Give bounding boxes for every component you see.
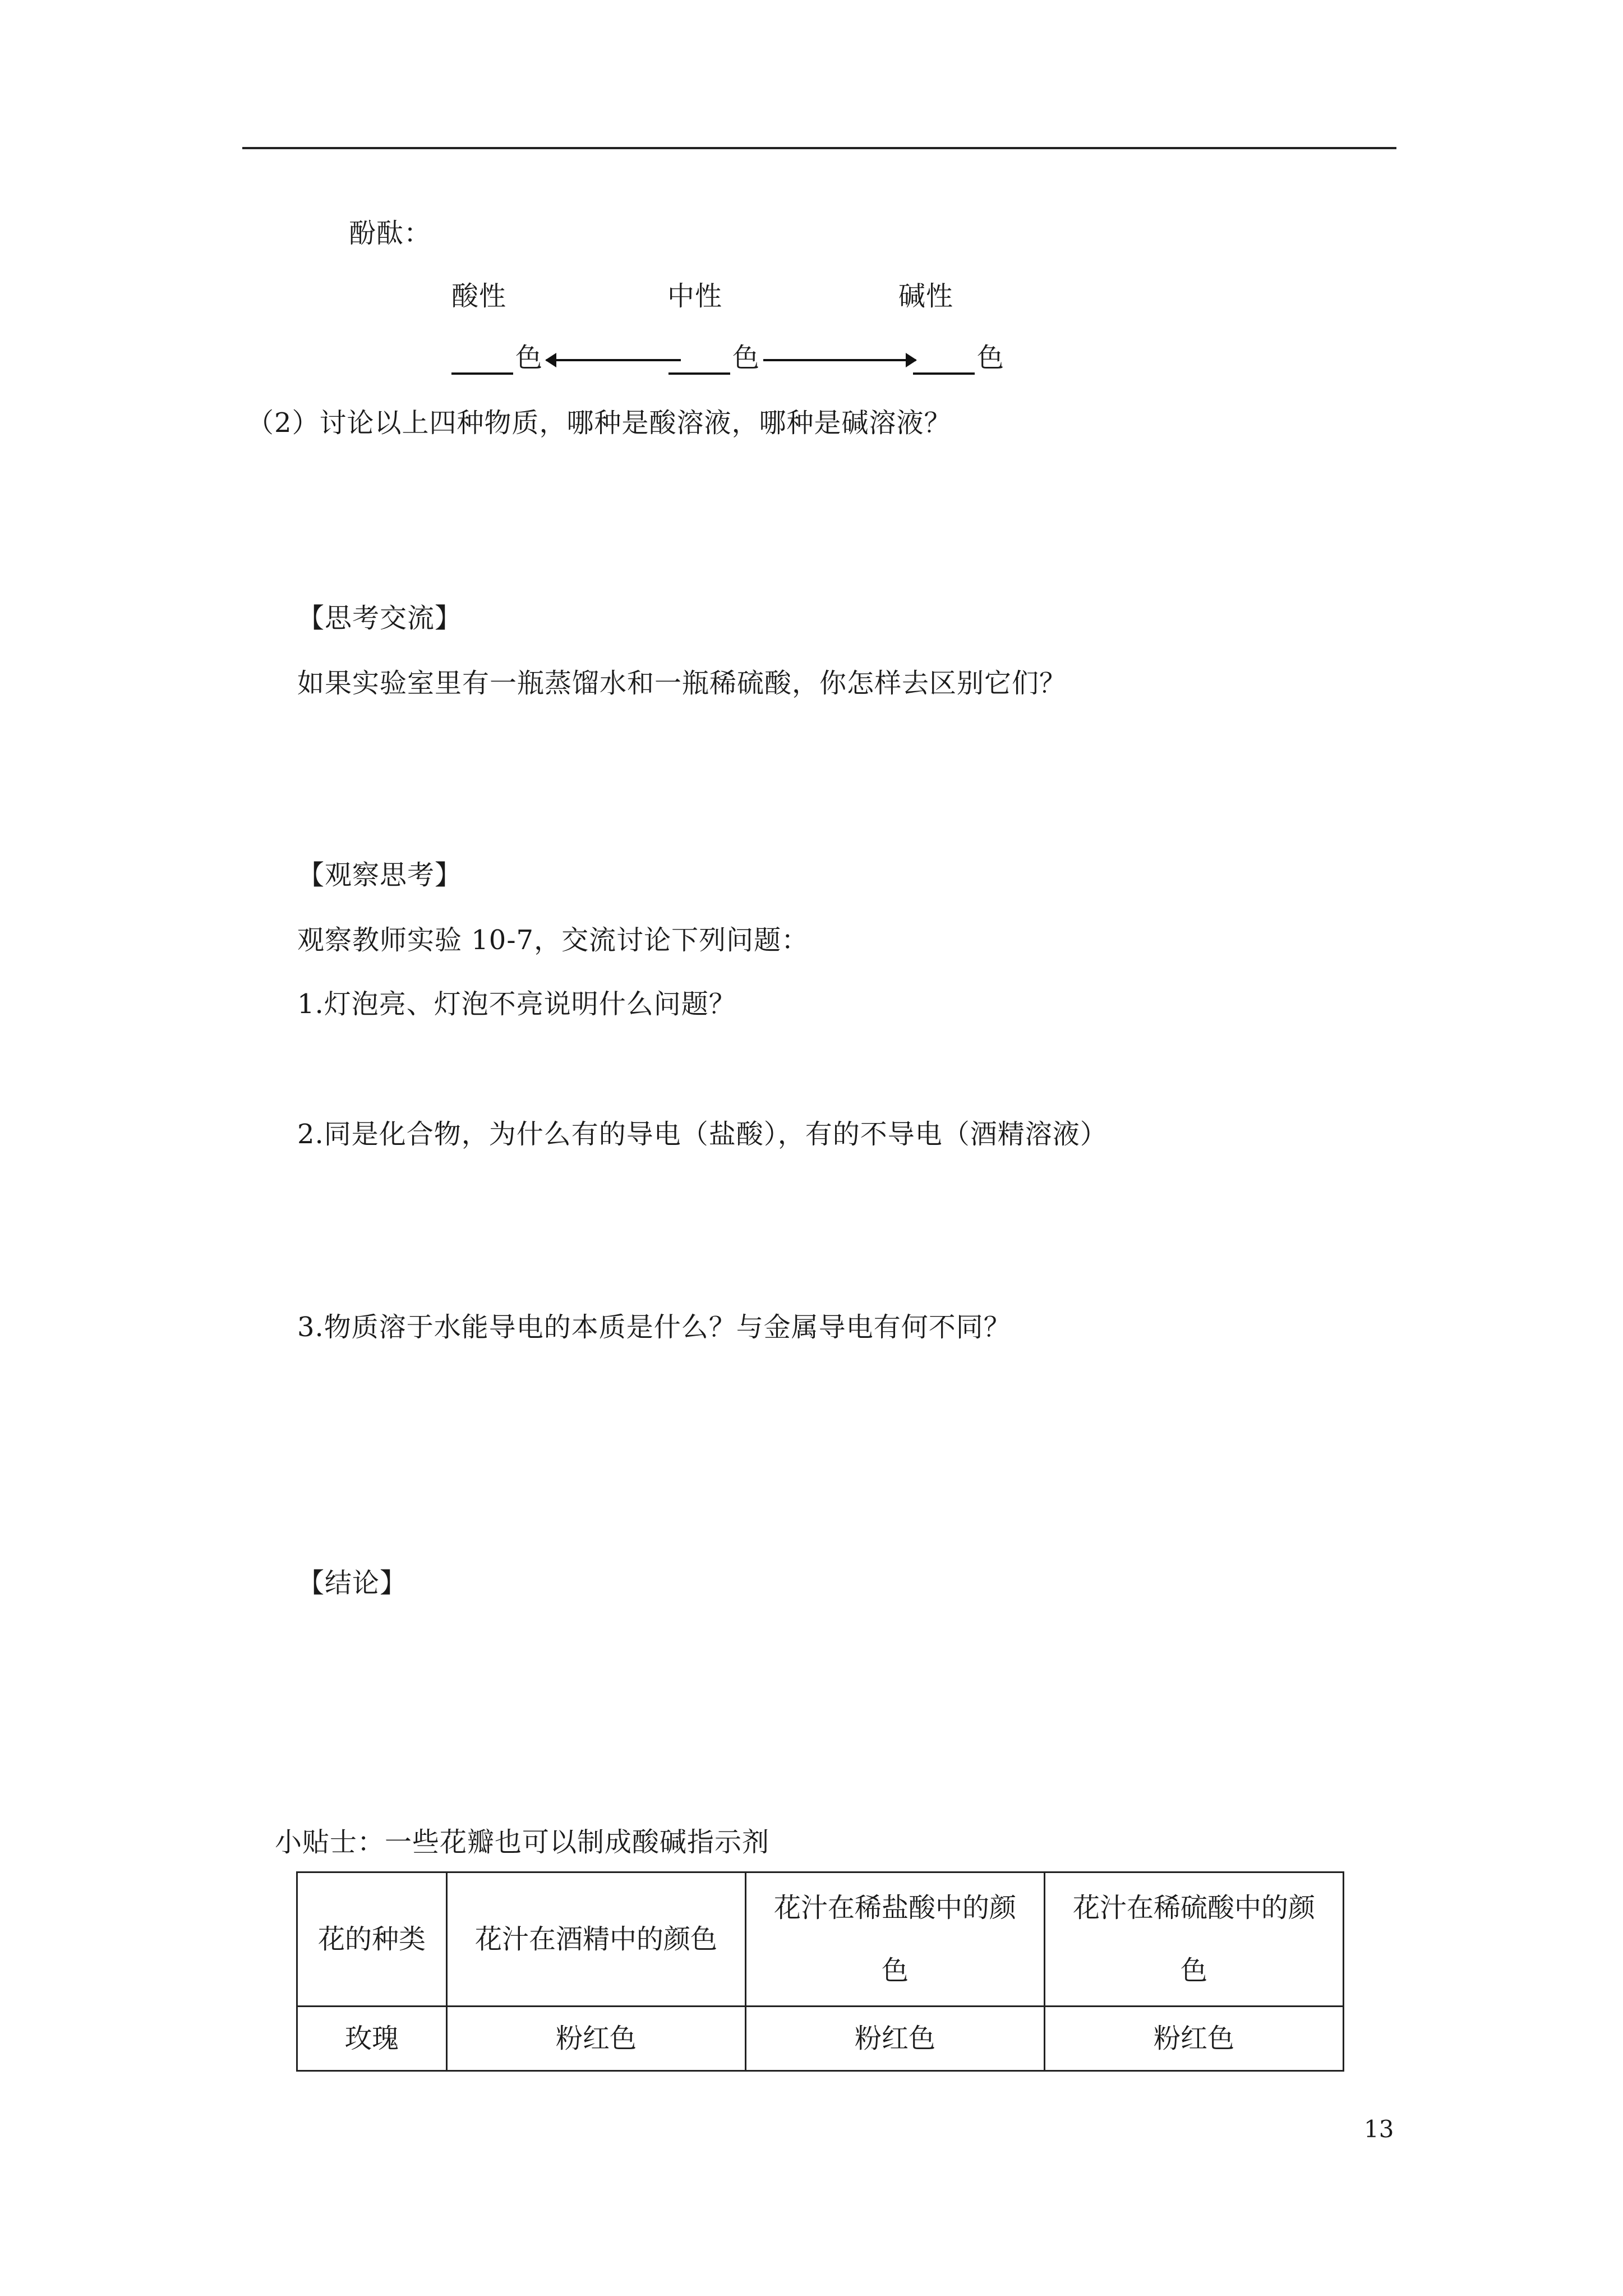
observe-question-2: 2.同是化合物，为什么有的导电（盐酸），有的不导电（酒精溶液） — [297, 1119, 1108, 1150]
neutral-label: 中性 — [667, 280, 723, 312]
header-h2so4-color-line2: 色 — [1180, 1955, 1207, 1986]
acidic-label: 酸性 — [451, 280, 507, 312]
cell-h2so4: 粉红色 — [1045, 2007, 1344, 2071]
observe-think-heading: 【观察思考】 — [297, 859, 463, 891]
phenolphthalein-label: 酚酞： — [349, 218, 432, 249]
cell-alcohol: 粉红色 — [447, 2007, 746, 2071]
basic-label: 碱性 — [898, 280, 954, 312]
header-hcl-color — [746, 1872, 1045, 2007]
header-rule — [242, 147, 1396, 149]
observe-question-3: 3.物质溶于水能导电的本质是什么？与金属导电有何不同？ — [297, 1312, 1011, 1343]
conclusion-heading: 【结论】 — [297, 1567, 408, 1599]
basic-color-row — [913, 341, 1004, 375]
cell-flower: 玫瑰 — [297, 2007, 447, 2071]
left-arrow — [546, 359, 681, 361]
think-exchange-question: 如果实验室里有一瓶蒸馏水和一瓶稀硫酸，你怎样去区别它们？ — [297, 668, 1067, 699]
header-alcohol-color: 花汁在酒精中的颜色 — [447, 1872, 746, 2007]
acid-color-blank — [451, 346, 513, 375]
tip-title: 小贴士：一些花瓣也可以制成酸碱指示剂 — [275, 1826, 770, 1858]
question-2: （2）讨论以上四种物质，哪种是酸溶液，哪种是碱溶液？ — [247, 407, 952, 439]
neutral-color-row — [668, 341, 916, 375]
color-scale-row — [451, 341, 689, 375]
header-hcl-color-line2: 色 — [881, 1955, 909, 1986]
header-h2so4-color — [1045, 1872, 1344, 2007]
right-arrow — [763, 359, 916, 361]
header-hcl-color-line1: 花汁在稀盐酸中的颜 — [773, 1892, 1016, 1924]
neutral-color-suffix: 色 — [732, 342, 760, 374]
think-exchange-heading: 【思考交流】 — [297, 602, 463, 634]
page-number: 13 — [1364, 2115, 1394, 2143]
header-flower-type: 花的种类 — [297, 1872, 447, 2007]
basic-color-suffix: 色 — [977, 342, 1005, 374]
observe-think-intro: 观察教师实验 10-7，交流讨论下列问题： — [297, 924, 809, 956]
observe-question-1: 1.灯泡亮、灯泡不亮说明什么问题？ — [297, 988, 736, 1020]
table-header-row — [297, 1872, 1344, 2007]
header-h2so4-color-line1: 花汁在稀硫酸中的颜 — [1072, 1892, 1315, 1924]
cell-hcl: 粉红色 — [746, 2007, 1045, 2071]
table-row — [297, 2007, 1344, 2071]
flower-indicator-table — [296, 1871, 1344, 2072]
neutral-color-blank — [668, 346, 730, 375]
basic-color-blank — [913, 346, 975, 375]
acid-color-suffix: 色 — [515, 342, 543, 374]
